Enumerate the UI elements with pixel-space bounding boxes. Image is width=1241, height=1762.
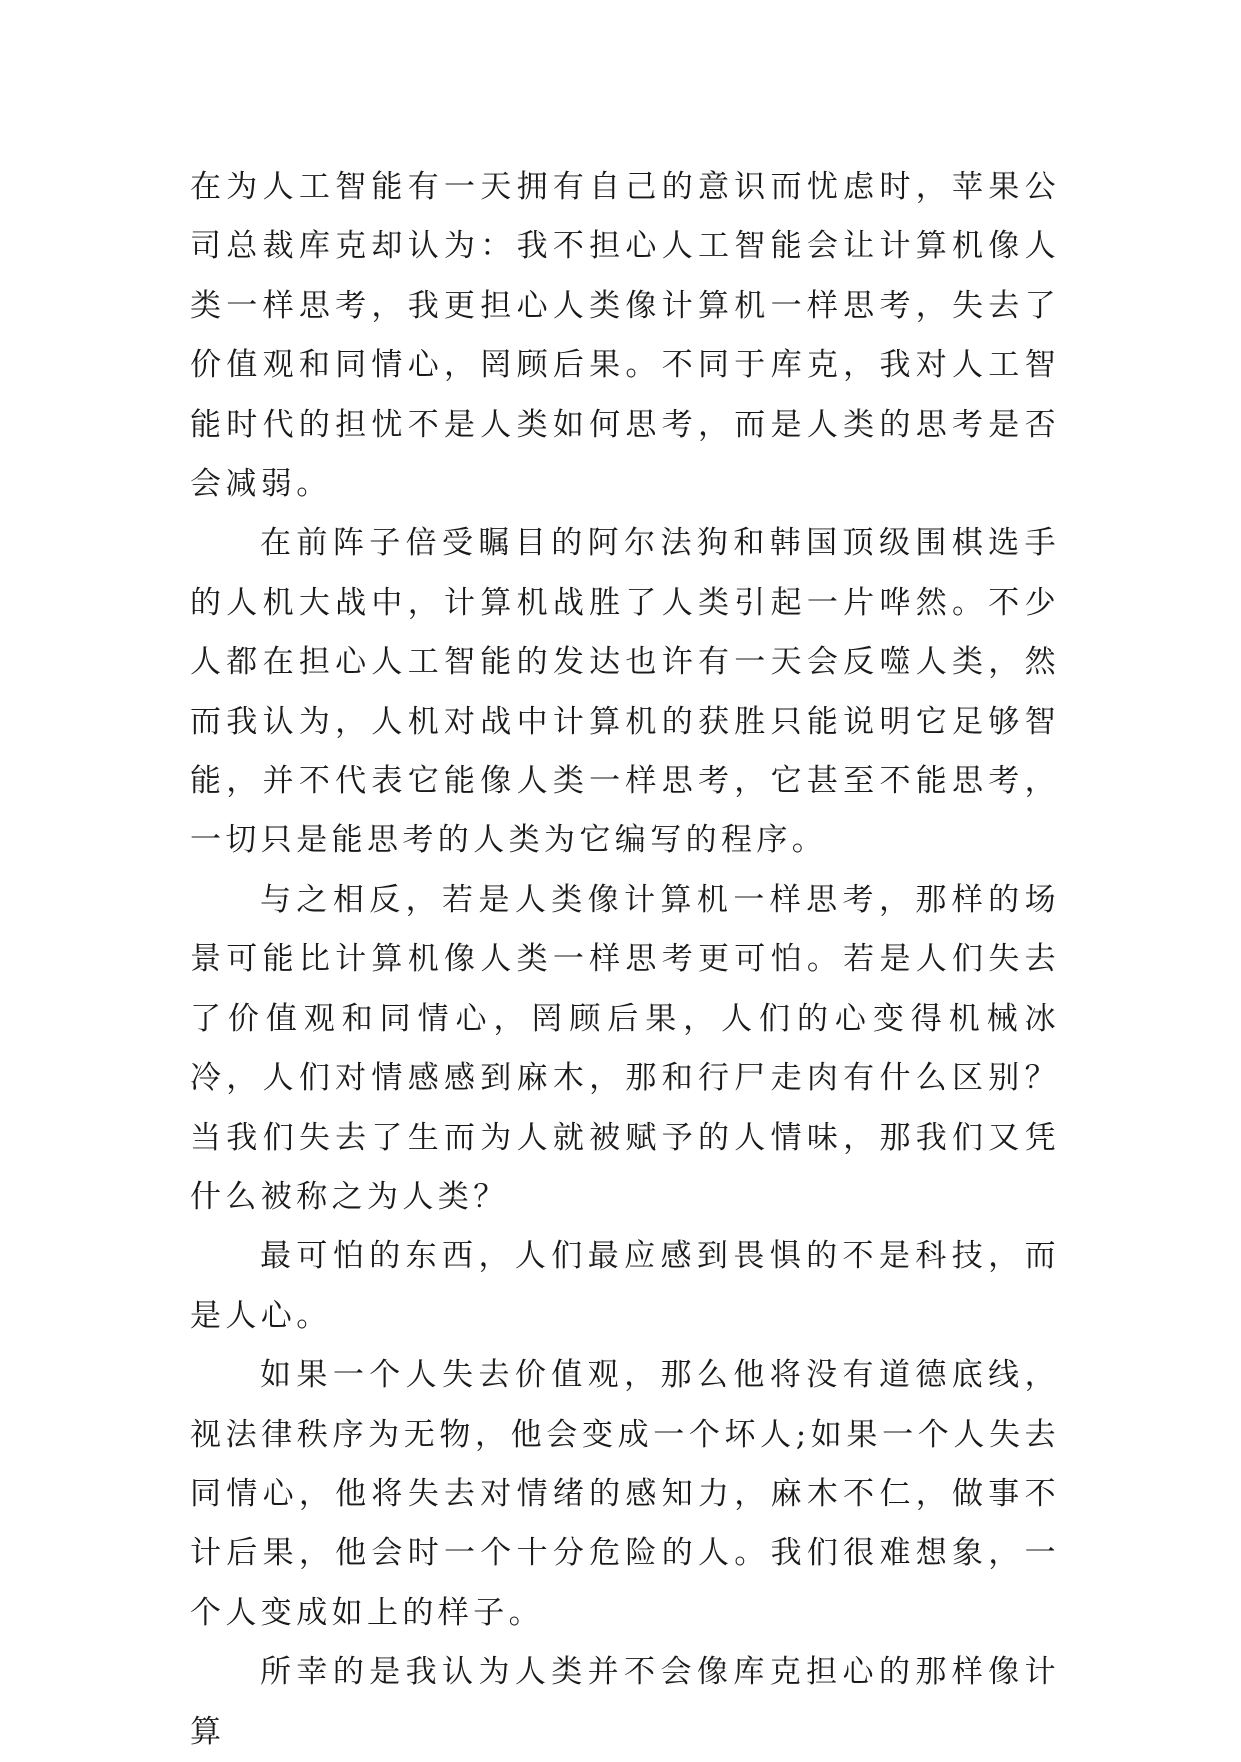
document-body bbox=[190, 158, 1060, 1762]
paragraph-5: 如果一个人失去价值观，那么他将没有道德底线，视法律秩序为无物，他会变成一个坏人;如果一个人失去同情心，他将失去对情绪的感知力，麻木不仁，做事不计后果，他会时一个十分危险的人。我们很难想象，一个人变成如上的样子。 bbox=[190, 1357, 1060, 1631]
paragraph-6: 所幸的是我认为人类并不会像库克担心的那样像计算 bbox=[190, 1654, 1060, 1750]
paragraph-1: 在为人工智能有一天拥有自己的意识而忧虑时，苹果公司总裁库克却认为：我不担心人工智能会让计算机像人类一样思考，我更担心人类像计算机一样思考，失去了价值观和同情心，罔顾后果。不同于库克，我对人工智能时代的担忧不是人类如何思考，而是人类的思考是否会减弱。 bbox=[190, 169, 1060, 503]
paragraph-4: 最可怕的东西，人们最应感到畏惧的不是科技，而是人心。 bbox=[190, 1238, 1060, 1334]
paragraph-3: 与之相反，若是人类像计算机一样思考，那样的场景可能比计算机像人类一样思考更可怕。若是人们失去了价值观和同情心，罔顾后果，人们的心变得机械冰冷，人们对情感感到麻木，那和行尸走肉有什么区别？当我们失去了生而为人就被赋予的人情味，那我们又凭什么被称之为人类？ bbox=[190, 881, 1060, 1215]
paragraph-2: 在前阵子倍受瞩目的阿尔法狗和韩国顶级围棋选手的人机大战中，计算机战胜了人类引起一片哗然。不少人都在担心人工智能的发达也许有一天会反噬人类，然而我认为，人机对战中计算机的获胜只能说明它足够智能，并不代表它能像人类一样思考，它甚至不能思考，一切只是能思考的人类为它编写的程序。 bbox=[190, 525, 1060, 859]
